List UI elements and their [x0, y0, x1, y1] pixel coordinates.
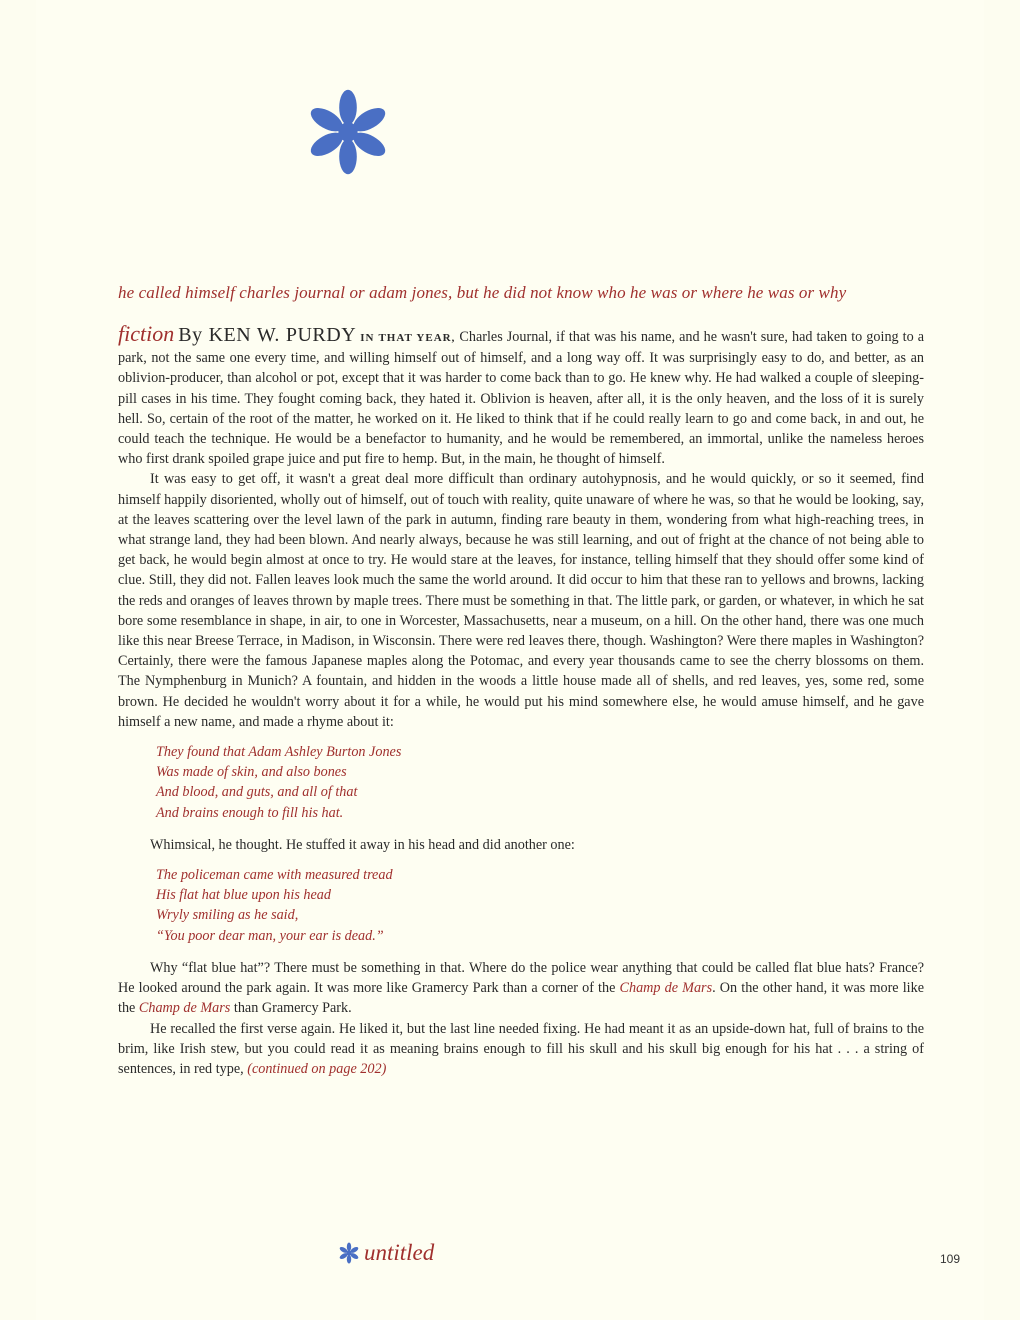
- footer-title: [338, 1240, 434, 1266]
- text-run: . On the other hand, it was more like the: [118, 980, 924, 1017]
- footer-title-text: untitled: [364, 1240, 435, 1265]
- article-deck: he called himself charles journal or adam jones, but he did not know who he was or where he was or why: [118, 283, 847, 302]
- verse-one: [156, 742, 924, 823]
- verse-line: They found that Adam Ashley Burton Jones: [156, 744, 402, 761]
- verse-line: His flat hat blue upon his head: [156, 887, 331, 904]
- verse-two: [156, 865, 924, 946]
- interlude-paragraph: Whimsical, he thought. He stuffed it away in his head and did another one:: [150, 836, 575, 853]
- text-run: He recalled the first verse again. He liked it, but the last line needed fixing. He had meant it as an upside-down hat, full of brains to the brim, like Irish stew, but you could read it as meaning brains enough to fill his skull and his skull big enough for his hat . . . a string of sentences, in red type,: [118, 1020, 924, 1077]
- verse-line: The policeman came with measured tread: [156, 867, 393, 884]
- paragraph-text: Charles Journal, if that was his name, and he wasn't sure, had taken to going to a park, not the same one every time, and willing himself out of himself, and a long way off. It was surprisingly easy to do, and better, as an oblivion-producer, than alcohol or pot, except that it was harder to come back than to go. He knew why. He had walked a couple of sleeping-pill cases in his time. They fought coming back, they hated it. Oblivion is heaven, after all, it is the only heaven, and the loss of it is surely hell. So, certain of the root of the matter, he worked on it. He liked to think that if he could really learn to go and come back, in and out, he could teach the technique. He would be a benefactor to humanity, and he would be remembered, an immortal, unlike the nameless heroes who first drank spoiled grape juice and put fire to hemp. But, in the main, he thought of himself.: [118, 329, 925, 468]
- text-run: than Gramercy Park.: [230, 1000, 352, 1017]
- kicker-label: fiction: [118, 321, 175, 346]
- opening-paragraph: [118, 321, 925, 469]
- page-number: 109: [940, 1252, 961, 1266]
- asterisk-ornament-icon: [304, 88, 392, 176]
- article-body: [118, 321, 925, 1079]
- place-name: Champ de Mars: [619, 980, 713, 997]
- place-name: Champ de Mars: [138, 1000, 231, 1017]
- paragraph: [118, 958, 924, 1019]
- asterisk-icon: [338, 1242, 360, 1264]
- verse-line: “You poor dear man, your ear is dead.”: [156, 927, 384, 944]
- verse-line: Wryly smiling as he said,: [156, 907, 299, 924]
- paragraph: It was easy to get off, it wasn't a great deal more difficult than ordinary autohypnosis, and he would quickly, or so it seemed, find himself happily disoriented, wholly out of himself, out of touch with reality, quite unaware of where he was, so that he would be looking, say, at the leaves scattering over the level lawn of the park in autumn, finding rare beauty in them, wondering from what high-reaching trees, in what strange land, they had been blown. And nearly always, because he was still learning, and out of fright at the chance of not being able to get back, he would begin almost at once to try. He would stare at the leaves, for instance, telling himself that they should offer some kind of clue. Still, they did not. Fallen leaves look much the same the world around. It did occur to him that these ran to yellows and browns, lacking the reds and oranges of leaves thrown by maple trees. There must be something in that. The little park, or garden, or whatever, in which he sat bore some resemblance in shape, in air, to one in Worcester, Massachusetts, near a museum, on a hill. On the other hand, there was one much like this near Breese Terrace, in Madison, in Wisconsin. There were red leaves there, though. Washington? Were there maples in Washington? Certainly, there were the famous Japanese maples along the Potomac, and every year thousands came to see the cherry blossoms on them. The Nymphenburg in Munich? A fountain, and hidden in the woods a little house made all of shells, and red leaves, yes, some red, some brown. He decided he wouldn't worry about it for a while, he would put his mind somewhere else, he would amuse himself, and he gave himself a new name, and made a rhyme about it:: [118, 471, 924, 730]
- paragraph: [118, 1019, 924, 1080]
- lead-in: IN THAT YEAR,: [360, 332, 456, 344]
- verse-line: Was made of skin, and also bones: [156, 764, 347, 781]
- text-run: Why “flat blue hat”? There must be something in that. Where do the police wear anything that could be called flat blue hats? France? He looked around the park again. It was more like Gramercy Park than a corner of the: [118, 959, 924, 997]
- byline: By KEN W. PURDY: [178, 324, 357, 346]
- continued-note: (continued on page 202): [247, 1060, 387, 1077]
- verse-line: And blood, and guts, and all of that: [156, 784, 358, 801]
- verse-line: And brains enough to fill his hat.: [156, 804, 344, 821]
